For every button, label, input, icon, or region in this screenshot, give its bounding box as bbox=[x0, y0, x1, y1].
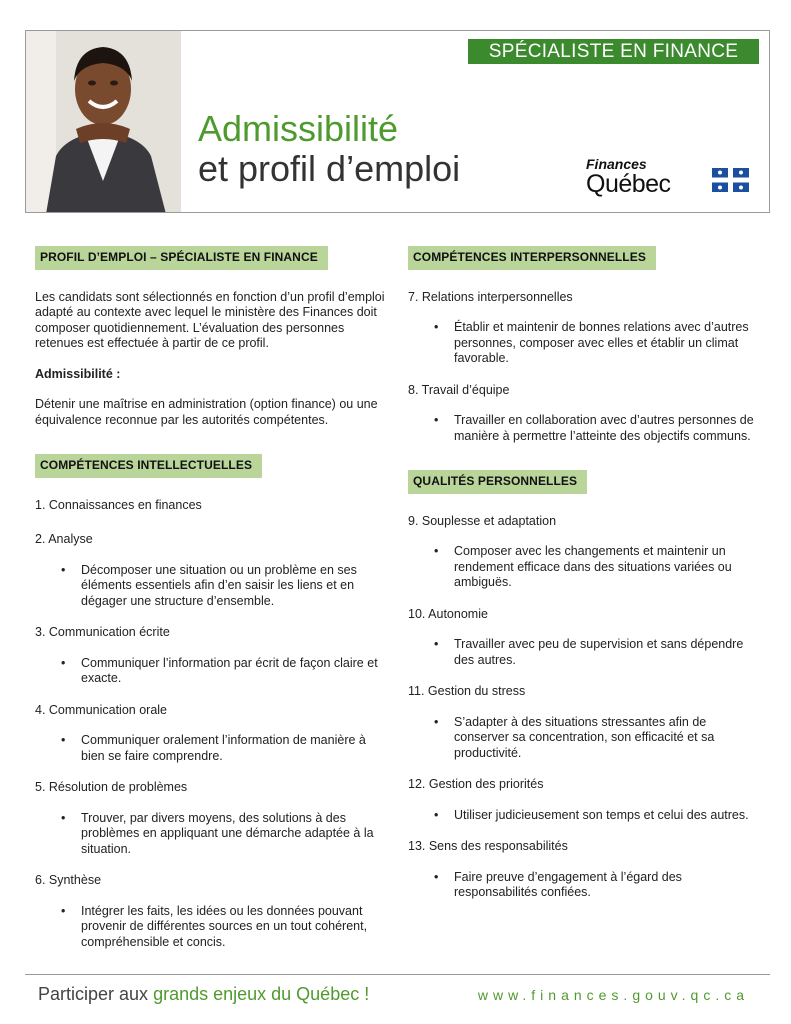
right-column bbox=[408, 246, 758, 901]
section-head-interpersonal: COMPÉTENCES INTERPERSONNELLES bbox=[408, 246, 656, 270]
profile-paragraph: Les candidats sont sélectionnés en fonction d’un profil d’emploi adapté au contexte avec lequel le ministère des Finances doit composer quotidiennement. L’évaluation des personnes retenues est effectuée à partir de ce profil. bbox=[35, 289, 385, 350]
bullet-icon: • bbox=[61, 733, 66, 747]
bullet-text: Communiquer l’information par écrit de façon claire et exacte. bbox=[81, 655, 378, 685]
bullet-text: Établir et maintenir de bonnes relations avec d’autres personnes, composer avec elles et établir un climat favorable. bbox=[454, 320, 749, 365]
bullet-text: Composer avec les changements et maintenir un rendement efficace dans des situations variées ou ambiguës. bbox=[454, 544, 732, 589]
item-title: 13. Sens des responsabilités bbox=[408, 839, 568, 853]
bullet-text: S’adapter à des situations stressantes afin de conserver sa concentration, son efficacité et sa productivité. bbox=[454, 714, 715, 760]
item-title: 6. Synthèse bbox=[35, 873, 102, 887]
bullet-text: Travailler en collaboration avec d’autres personnes de manière à permettre l’atteinte des objectifs communs. bbox=[454, 413, 754, 443]
item-title: 12. Gestion des priorités bbox=[408, 777, 544, 791]
bullet-text: Utiliser judicieusement son temps et celui des autres. bbox=[454, 807, 749, 822]
item-title: 3. Communication écrite bbox=[35, 625, 170, 639]
bullet-icon: • bbox=[61, 562, 66, 577]
bullet-icon: • bbox=[434, 544, 439, 558]
bullet-icon: • bbox=[434, 413, 439, 427]
item-title: 4. Communication orale bbox=[35, 702, 168, 717]
item-bullet bbox=[35, 904, 385, 951]
bullet-icon: • bbox=[434, 320, 439, 334]
footer-divider bbox=[25, 974, 770, 975]
item-bullet bbox=[408, 715, 758, 762]
item-title: 9. Souplesse et adaptation bbox=[408, 513, 557, 528]
admissibility-label: Admissibilité : bbox=[35, 366, 121, 381]
item-title: 1. Connaissances en finances bbox=[35, 497, 202, 512]
left-column bbox=[35, 246, 385, 950]
item-title: 10. Autonomie bbox=[408, 606, 488, 621]
bullet-icon: • bbox=[61, 810, 66, 825]
bullet-icon: • bbox=[434, 637, 439, 651]
item-bullet bbox=[35, 656, 385, 687]
bullet-text: Intégrer les faits, les idées ou les données pouvant provenir de différentes sources en un tout cohérent, compréhensible et concis. bbox=[81, 903, 368, 949]
bullet-text: Trouver, par divers moyens, des solutions à des problèmes en appliquant une démarche adaptée à la situation. bbox=[81, 810, 374, 856]
logo-quebec-text: Québec bbox=[586, 170, 671, 198]
bullet-icon: • bbox=[434, 714, 439, 729]
bullet-text: Travailler avec peu de supervision et sans dépendre des autres. bbox=[454, 637, 744, 667]
item-title: 11. Gestion du stress bbox=[408, 684, 526, 698]
item-bullet bbox=[35, 811, 385, 858]
header-banner bbox=[25, 30, 770, 213]
item-bullet bbox=[408, 637, 758, 668]
finances-quebec-logo bbox=[586, 156, 671, 199]
section-head-intellectual: COMPÉTENCES INTELLECTUELLES bbox=[35, 454, 262, 478]
title-line-1: Admissibilité bbox=[198, 108, 399, 149]
page-title bbox=[198, 109, 460, 189]
footer-slogan-highlight: grands enjeux du Québec ! bbox=[153, 984, 370, 1004]
item-title: 5. Résolution de problèmes bbox=[35, 780, 188, 794]
bullet-icon: • bbox=[61, 903, 66, 918]
item-bullet bbox=[408, 413, 758, 444]
item-bullet bbox=[35, 733, 385, 764]
bullet-text: Communiquer oralement l’information de manière à bien se faire comprendre. bbox=[81, 733, 366, 763]
admissibility-paragraph: Détenir une maîtrise en administration (option finance) ou une équivalence reconnue par les autorités compétentes. bbox=[35, 397, 378, 427]
bullet-icon: • bbox=[61, 655, 66, 670]
bullet-text: Décomposer une situation ou un problème en ses éléments essentiels afin d’en saisir les liens et en dégager une structure d’ensemble. bbox=[81, 562, 357, 608]
item-bullet bbox=[408, 544, 758, 591]
item-title: 7. Relations interpersonnelles bbox=[408, 289, 573, 304]
item-bullet bbox=[35, 563, 385, 610]
footer-slogan-prefix: Participer aux bbox=[38, 984, 154, 1004]
bullet-text: Faire preuve d’engagement à l’égard des responsabilités confiées. bbox=[454, 869, 682, 899]
section-head-profile: PROFIL D’EMPLOI – SPÉCIALISTE EN FINANCE bbox=[35, 246, 328, 270]
title-line-2: et profil d’emploi bbox=[198, 148, 461, 189]
bullet-icon: • bbox=[434, 869, 439, 884]
item-title: 2. Analyse bbox=[35, 532, 93, 546]
footer-slogan bbox=[38, 984, 369, 1005]
quebec-flag-icon bbox=[712, 168, 749, 192]
portrait-photo bbox=[26, 31, 181, 213]
logo-finances-text: Finances bbox=[586, 156, 647, 172]
item-bullet bbox=[408, 808, 758, 824]
item-title: 8. Travail d’équipe bbox=[408, 382, 510, 397]
footer-website-link[interactable]: www.finances.gouv.qc.ca bbox=[477, 987, 749, 1003]
item-bullet bbox=[408, 870, 758, 901]
section-head-personal: QUALITÉS PERSONNELLES bbox=[408, 470, 587, 494]
bullet-icon: • bbox=[434, 807, 439, 822]
item-bullet bbox=[408, 320, 758, 367]
job-tag: SPÉCIALISTE EN FINANCE bbox=[468, 39, 759, 64]
